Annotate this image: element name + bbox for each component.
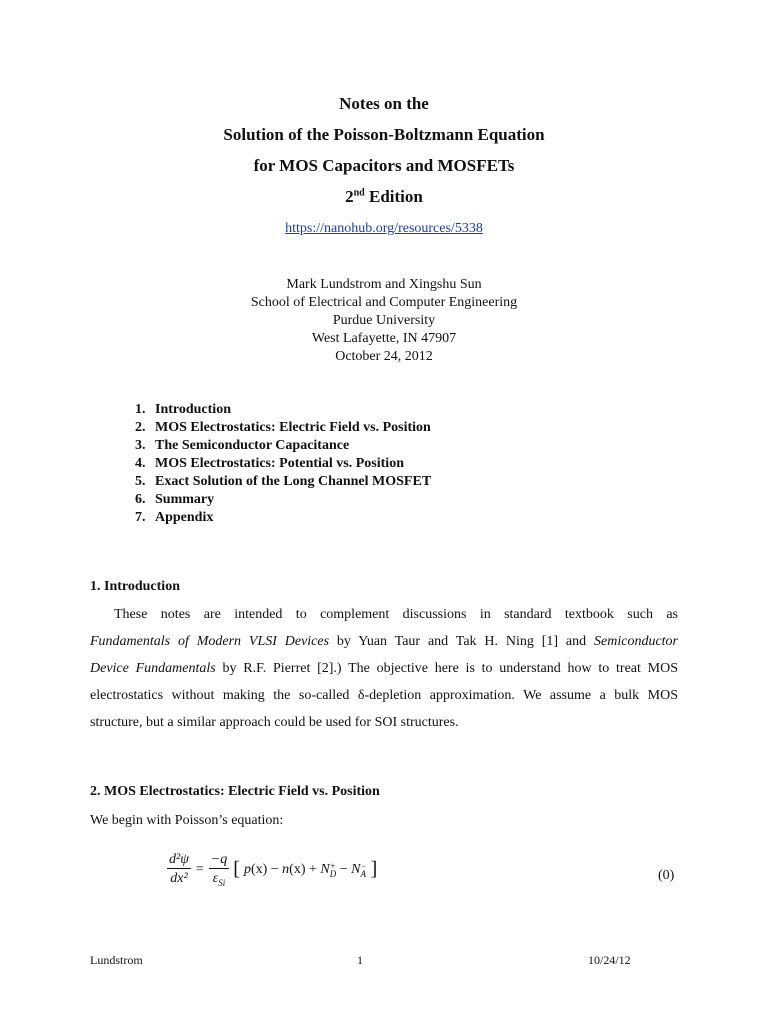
footer-date: 10/24/12 bbox=[588, 953, 631, 967]
edition-line bbox=[0, 187, 768, 207]
edition-word: Edition bbox=[364, 187, 423, 206]
para-line-4: electrostatics without making the so-called δ-depletion approximation. We assume a bulk MOS bbox=[90, 688, 678, 703]
toc-item: 4. MOS Electrostatics: Potential vs. Position bbox=[135, 456, 404, 471]
right-bracket: ] bbox=[370, 858, 378, 881]
school: School of Electrical and Computer Engineering bbox=[250, 295, 518, 310]
toc-item: 7. Appendix bbox=[135, 510, 214, 525]
city: West Lafayette, IN 47907 bbox=[311, 331, 457, 346]
resource-link[interactable]: https://nanohub.org/resources/5338 bbox=[285, 221, 483, 236]
coef-numerator: −q bbox=[210, 852, 228, 867]
date: October 24, 2012 bbox=[335, 349, 433, 364]
section-2-intro: We begin with Poisson’s equation: bbox=[90, 813, 284, 828]
coef-denominator: $\varepsilon_{Si}$ bbox=[212, 871, 226, 888]
bracket-content: p(x) − n(x) + N + D − N − A bbox=[243, 860, 367, 879]
left-bracket: [ bbox=[233, 858, 240, 881]
title-line-1: Notes on the bbox=[339, 94, 429, 113]
section-2-heading: 2. MOS Electrostatics: Electric Field vs. Position bbox=[90, 784, 380, 799]
section-1-heading: 1. Introduction bbox=[90, 579, 180, 594]
table-of-contents bbox=[135, 401, 431, 527]
para-line-2: Fundamentals of Modern VLSI Devices by Yuan Taur and Tak H. Ning [1] and Semiconductor bbox=[90, 634, 678, 649]
edition-number: 2 bbox=[345, 187, 354, 206]
lhs-denominator: dx² bbox=[170, 871, 188, 887]
title-line-2: Solution of the Poisson-Boltzmann Equation bbox=[223, 125, 545, 144]
toc-item: 3. The Semiconductor Capacitance bbox=[135, 438, 350, 453]
toc-item: 6. Summary bbox=[135, 492, 215, 507]
edition-ordinal: nd bbox=[353, 187, 365, 199]
toc-item: 5. Exact Solution of the Long Channel MOSFET bbox=[135, 474, 432, 489]
section-1-paragraph bbox=[90, 601, 678, 736]
resource-link-line bbox=[0, 219, 768, 237]
university: Purdue University bbox=[332, 313, 436, 328]
authors: Mark Lundstrom and Xingshu Sun bbox=[286, 277, 482, 292]
footer-author: Lundstrom bbox=[90, 953, 143, 967]
poisson-equation bbox=[165, 852, 379, 888]
para-line-5: structure, but a similar approach could be used for SOI structures. bbox=[90, 715, 459, 730]
para-line-1: These notes are intended to complement discussions in standard textbook such as bbox=[114, 607, 678, 622]
title-line-3: for MOS Capacitors and MOSFETs bbox=[253, 156, 515, 175]
equation-number: (0) bbox=[658, 868, 675, 883]
toc-item: 2. MOS Electrostatics: Electric Field vs. Position bbox=[135, 420, 431, 435]
toc-item: 1. Introduction bbox=[135, 402, 231, 417]
lhs-numerator: d²ψ bbox=[169, 852, 189, 868]
para-line-3: Device Fundamentals by R.F. Pierret [2].) The objective here is to understand how to treat MOS bbox=[90, 661, 678, 676]
equals-sign: = bbox=[195, 861, 204, 877]
page-number: 1 bbox=[357, 953, 363, 967]
